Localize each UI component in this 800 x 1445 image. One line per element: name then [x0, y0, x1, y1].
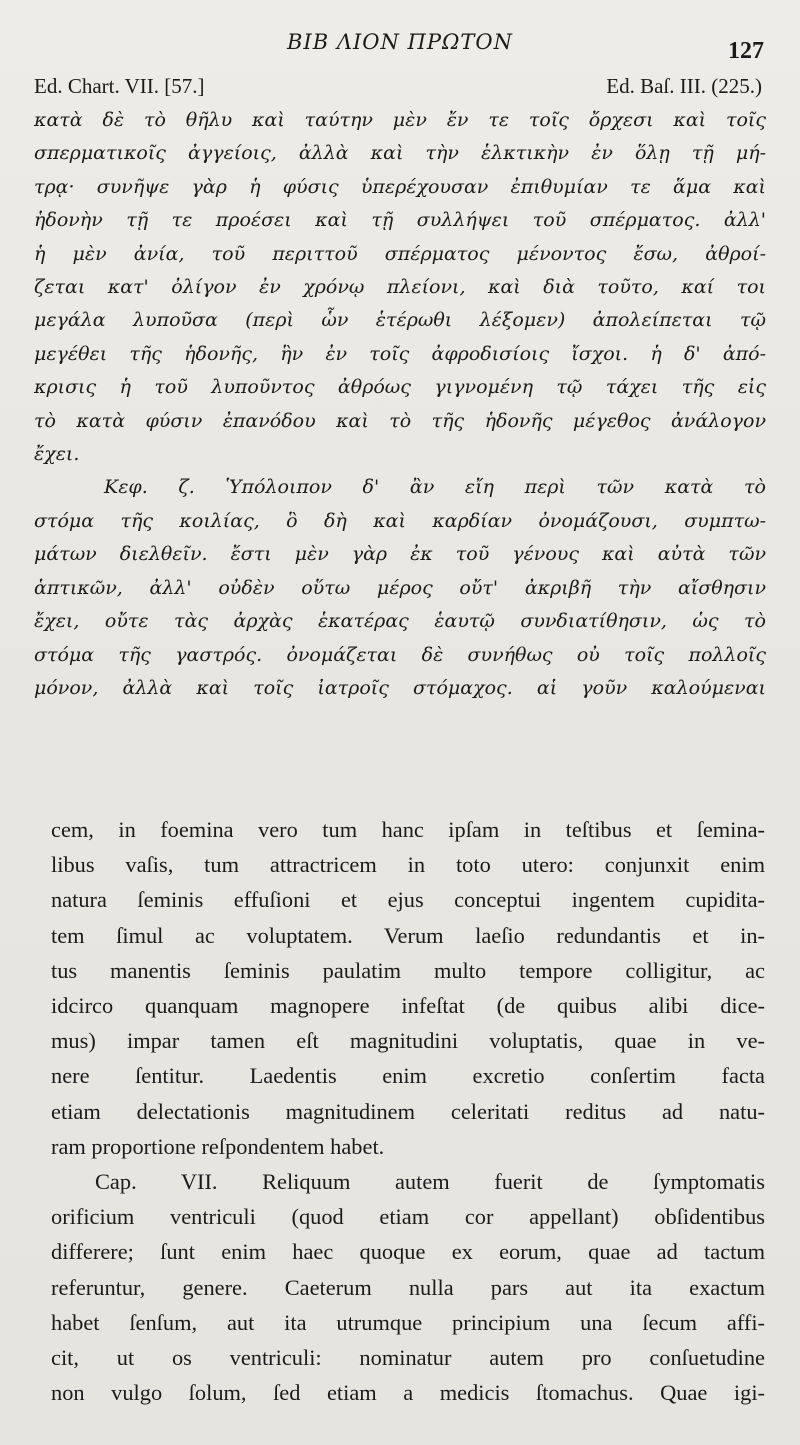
edition-chart-reference: Ed. Chart. VII. [57.] [34, 74, 205, 98]
greek-line: ἔχει, οὔτε τὰς ἀρχὰς ἑκατέρας ἑαυτῷ συνδιατίθησιν, ὡς τὸ [34, 610, 766, 633]
greek-line: ζεται κατ' ὀλίγον ἐν χρόνῳ πλείονι, καὶ διὰ τοῦτο, καί τοι [34, 276, 766, 299]
greek-line: τὸ κατὰ φύσιν ἐπανόδου καὶ τὸ τῆς ἡδονῆς μέγεθος ἀνάλογον [34, 409, 766, 432]
latin-chapter-heading-line: Cap. VII. Reliquum autem fuerit de ſymptomatis [95, 1169, 765, 1195]
greek-line: ἁπτικῶν, ἀλλ' οὐδὲν οὕτω μέρος οὔτ' ἀκριβῆ τὴν αἴσθησιν [34, 576, 766, 599]
greek-line: μάτων διελθεῖν. ἔστι μὲν γὰρ ἐκ τοῦ γένους καὶ αὐτὰ τῶν [34, 543, 766, 566]
running-title: ΒΙΒ ΛΙΟΝ ΠΡΩΤΟΝ [286, 30, 513, 54]
latin-line: orificium ventriculi (quod etiam cor appellant) obſidentibus [51, 1204, 765, 1230]
greek-line: ἔχει. [34, 443, 80, 466]
edition-bas-reference: Ed. Baſ. III. (225.) [606, 74, 762, 98]
latin-line: nere ſentitur. Laedentis enim excretio conſertim facta [51, 1063, 765, 1089]
greek-line: κατὰ δὲ τὸ θῆλυ καὶ ταύτην μὲν ἔν τε τοῖς ὄρχεσι καὶ τοῖς [34, 109, 766, 131]
greek-line: κρισις ἡ τοῦ λυποῦντος ἀθρόως γιγνομένη τῷ τάχει τῆς εἰς [34, 376, 766, 399]
latin-line: etiam delectationis magnitudinem celeritati reditus ad natu- [51, 1098, 765, 1124]
latin-line: referuntur, genere. Caeterum nulla pars aut ita exactum [51, 1274, 765, 1300]
latin-text-block [51, 812, 765, 1410]
greek-chapter-heading-line: Κεφ. ζ. Ὑπόλοιπον δ' ἂν εἴη περὶ τῶν κατὰ τὸ [104, 476, 766, 499]
greek-line: μόνον, ἀλλὰ καὶ τοῖς ἰατροῖς στόμαχος. αἱ γοῦν καλούμεναι [34, 676, 766, 699]
latin-line: cit, ut os ventriculi: nominatur autem pro conſuetudine [51, 1345, 765, 1371]
page-number: 127 [728, 38, 764, 64]
latin-line: habet ſenſum, aut ita utrumque principium una ſecum affi- [51, 1309, 765, 1335]
latin-line: tem ſimul ac voluptatem. Verum laeſio redundantis et in- [51, 922, 765, 948]
greek-line: μεγέθει τῆς ἡδονῆς, ἣν ἐν τοῖς ἀφροδισίοις ἴσχοι. ἡ δ' ἀπό- [34, 342, 766, 365]
latin-line: differere; ſunt enim haec quoque ex eorum, quae ad tactum [51, 1239, 765, 1265]
greek-line: τρᾳ· συνῆψε γὰρ ἡ φύσις ὑπερέχουσαν ἐπιθυμίαν τε ἅμα καὶ [34, 175, 766, 198]
greek-line: στόμα τῆς γαστρός. ὀνομάζεται δὲ συνήθως οὐ τοῖς πολλοῖς [34, 643, 766, 666]
latin-line: non vulgo ſolum, ſed etiam a medicis ſtomachus. Quae igi- [51, 1380, 765, 1406]
greek-line: μεγάλα λυποῦσα (περὶ ὧν ἑτέρωθι λέξομεν) ἀπολείπεται τῷ [34, 309, 766, 332]
latin-line: cem, in foemina vero tum hanc ipſam in teſtibus et ſemina- [51, 817, 765, 842]
latin-line: libus vaſis, tum attractricem in toto utero: conjunxit enim [51, 852, 765, 878]
greek-line: ἡ μὲν ἀνία, τοῦ περιττοῦ σπέρματος μένοντος ἔσω, ἀθροί- [34, 242, 766, 265]
greek-line: σπερματικοῖς ἀγγείοις, ἀλλὰ καὶ τὴν ἑλκτικὴν ἐν ὅλῃ τῇ μή- [34, 142, 766, 165]
greek-line: στόμα τῆς κοιλίας, ὃ δὴ καὶ καρδίαν ὀνομάζουσι, συμπτω- [34, 509, 766, 532]
latin-line: natura ſeminis effuſioni et ejus conceptui ingentem cupidita- [51, 887, 765, 913]
latin-line: idcirco quanquam magnopere infeſtat (de quibus alibi dice- [51, 993, 765, 1019]
greek-line: ἡδονὴν τῇ τε προέσει καὶ τῇ συλλήψει τοῦ σπέρματος. ἀλλ' [34, 209, 766, 232]
latin-line: mus) impar tamen eſt magnitudini voluptatis, quae in ve- [51, 1028, 765, 1054]
latin-line: tus manentis ſeminis paulatim multo tempore colligitur, ac [51, 957, 765, 983]
greek-text-block [34, 104, 766, 705]
latin-line: ram proportione reſpondentem habet. [51, 1133, 385, 1159]
